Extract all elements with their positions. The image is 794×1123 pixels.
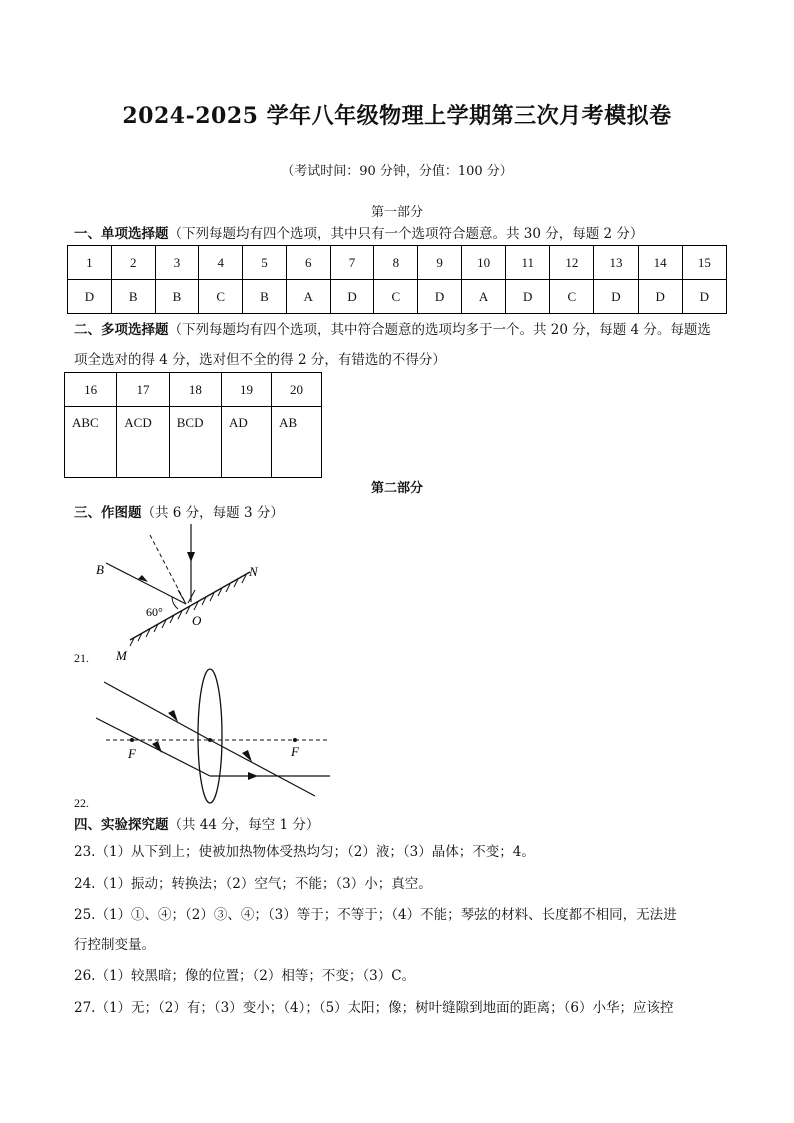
table-cell: 8 (374, 246, 418, 280)
table-cell: D (418, 280, 462, 314)
table-cell: D (638, 280, 682, 314)
table-cell: AB (272, 407, 322, 478)
table-cell: C (550, 280, 594, 314)
answer-line: 27.（1）无；（2）有；（3）变小；（4）；（5）太阳；像；树叶缝隙到地面的距离；（6）小华；应该控 (74, 1000, 674, 1016)
table-cell: 11 (506, 246, 550, 280)
table-cell: D (506, 280, 550, 314)
table-cell: 13 (594, 246, 638, 280)
table-cell: B (243, 280, 287, 314)
label-f-right: F (291, 744, 299, 759)
ray-arrow (138, 575, 148, 582)
angle-label: 60° (146, 605, 163, 619)
page-title: 2024-2025 学年八年级物理上学期第三次月考模拟卷 (122, 103, 672, 129)
section3-note: （共 6 分，每题 3 分） (141, 505, 284, 521)
label-f-left: F (128, 746, 136, 761)
section4-heading-line (74, 813, 319, 833)
ray-bo (106, 563, 186, 604)
label-n: N (249, 564, 258, 579)
table-cell: 3 (155, 246, 199, 280)
ray-through-focus (96, 718, 210, 776)
label-m: M (116, 648, 127, 662)
table-cell: 9 (418, 246, 462, 280)
section4-note: （共 44 分，每空 1 分） (168, 817, 320, 833)
table-cell: C (199, 280, 243, 314)
focal-point-right (293, 738, 297, 742)
table-cell: 2 (111, 246, 155, 280)
table-cell: D (68, 280, 112, 314)
table-cell: A (286, 280, 330, 314)
optical-center (208, 738, 212, 742)
ray-through-center (104, 682, 210, 740)
table-cell: 12 (550, 246, 594, 280)
table-cell: A (462, 280, 506, 314)
table-cell: 1 (68, 246, 112, 280)
table-cell: 15 (682, 246, 726, 280)
table-cell: 10 (462, 246, 506, 280)
table-row (68, 280, 727, 314)
table-cell: ACD (117, 407, 169, 478)
section1-note: （下列每题均有四个选项，其中只有一个选项符合题意。共 30 分，每题 2 分） (168, 226, 644, 242)
answer-line: 25.（1）①、④；（2）③、④；（3）等于；不等于；（4）不能；琴弦的材料、长度都不相同，无法进 (74, 907, 677, 923)
table-cell: 19 (222, 373, 272, 407)
ray-arrow (248, 772, 258, 780)
table-cell: D (594, 280, 638, 314)
section3-heading: 三、作图题 (74, 505, 142, 521)
ray-through-center (210, 740, 315, 796)
single-choice-answer-table (67, 245, 727, 314)
table-cell: 4 (199, 246, 243, 280)
table-cell: 20 (272, 373, 322, 407)
section3-heading-line (74, 501, 284, 521)
lens-diagram (90, 668, 335, 806)
focal-point-left (130, 738, 134, 742)
table-cell: AD (222, 407, 272, 478)
ray-arrow (187, 552, 195, 562)
table-cell: 14 (638, 246, 682, 280)
section4-heading: 四、实验探究题 (74, 817, 169, 833)
answer-line: 26.（1）较黑暗；像的位置；（2）相等；不变；（3）C。 (74, 968, 416, 984)
section2-heading: 二、多项选择题 (74, 322, 169, 338)
question-22-number: 22. (74, 796, 89, 810)
table-cell: B (111, 280, 155, 314)
section1-heading: 一、单项选择题 (74, 226, 169, 242)
label-b: B (96, 562, 104, 577)
table-cell: ABC (65, 407, 117, 478)
exam-info: （考试时间：90 分钟，分值：100 分） (281, 164, 513, 179)
table-row (65, 373, 322, 407)
question-21-number: 21. (74, 651, 89, 665)
section2-note-continued: 项全选对的得 4 分，选对但不全的得 2 分，有错选的不得分） (74, 352, 446, 368)
answer-line: 24.（1）振动；转换法；（2）空气；不能；（3）小；真空。 (74, 876, 432, 892)
table-cell: D (330, 280, 374, 314)
table-cell: 16 (65, 373, 117, 407)
table-cell: D (682, 280, 726, 314)
table-cell: BCD (169, 407, 221, 478)
answer-line: 行控制变量。 (74, 937, 155, 953)
answer-line: 23.（1）从下到上；使被加热物体受热均匀；（2）液；（3）晶体；不变；4。 (74, 844, 535, 860)
table-cell: B (155, 280, 199, 314)
table-row (65, 407, 322, 478)
multiple-choice-answer-table (64, 372, 322, 478)
table-row (68, 246, 727, 280)
label-o: O (192, 613, 202, 628)
section1-heading-line (74, 222, 643, 242)
table-cell: 7 (330, 246, 374, 280)
table-cell: 18 (169, 373, 221, 407)
table-cell: 17 (117, 373, 169, 407)
table-cell: 5 (243, 246, 287, 280)
part-two-heading: 第二部分 (370, 481, 423, 496)
section2-heading-line (74, 318, 711, 338)
reflection-diagram (86, 522, 276, 662)
table-cell: 6 (286, 246, 330, 280)
section2-note: （下列每题均有四个选项，其中符合题意的选项均多于一个。共 20 分，每题 4 分。每题选 (168, 322, 711, 338)
part-one-heading: 第一部分 (370, 205, 423, 220)
table-cell: C (374, 280, 418, 314)
